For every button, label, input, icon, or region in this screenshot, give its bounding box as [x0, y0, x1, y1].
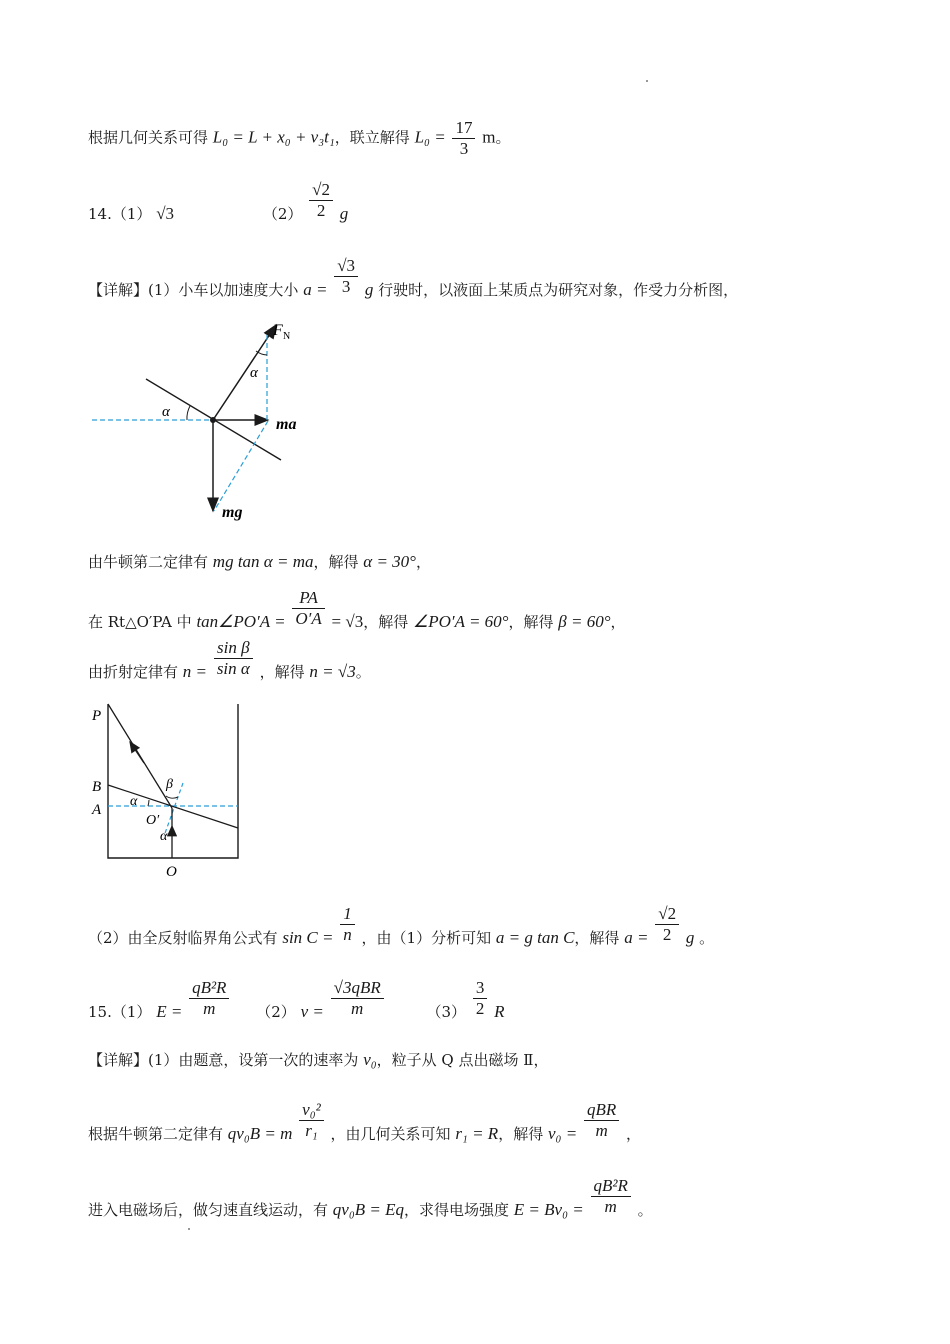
equation: v =: [300, 1001, 324, 1021]
alpha-arc: [148, 800, 149, 806]
numerator: sin β: [214, 638, 253, 659]
result: n = √3: [309, 661, 356, 681]
equation: r₁ = R: [455, 1123, 499, 1143]
newton-line: [88, 552, 431, 572]
scan-dot: [646, 80, 648, 82]
force-diagram: [80, 315, 320, 530]
text: 【详解】(1）小车以加速度大小: [88, 280, 299, 299]
text: ，解得: [363, 612, 409, 631]
equation: E = Bv₀ =: [513, 1199, 584, 1219]
label-a: A: [92, 802, 102, 818]
equation: mg tan α = ma: [212, 552, 314, 571]
denominator: 2: [316, 201, 326, 220]
part-label: （3）: [426, 1002, 467, 1021]
result: β = 60°: [558, 611, 611, 631]
text: ，: [415, 553, 431, 571]
fraction: [331, 978, 384, 1019]
snell-line: [88, 638, 371, 679]
scan-dot: [188, 1228, 190, 1230]
label-p: P: [92, 708, 102, 724]
text: ，由几何关系可知: [330, 1124, 451, 1143]
text: ，解得: [508, 612, 554, 631]
fraction: [340, 904, 355, 945]
denominator: m: [595, 1121, 608, 1140]
label-b: B: [92, 779, 102, 795]
question-number: 15.（1）: [88, 1002, 152, 1021]
numerator: qBR: [584, 1100, 619, 1121]
part-label: （2）: [262, 204, 303, 223]
numerator: 1: [340, 904, 355, 925]
text: 。: [495, 128, 511, 147]
equation: tan∠PO′A =: [196, 611, 286, 631]
numerator: PA: [292, 588, 324, 609]
numerator: 17: [452, 118, 475, 139]
label-alpha-lower: α: [160, 829, 168, 844]
text: ，解得: [498, 1124, 544, 1143]
denominator: 2: [662, 925, 672, 944]
text: 进入电磁场后，做匀速直线运动，有: [88, 1200, 329, 1219]
numerator: qB²R: [591, 1176, 631, 1197]
equation: a =: [303, 279, 328, 299]
label-ma: ma: [276, 416, 297, 433]
q15-answers: [88, 978, 505, 1019]
variable: g: [339, 203, 349, 223]
numerator: √3qBR: [331, 978, 384, 999]
text: 。: [699, 928, 715, 947]
rt-triangle-line: [88, 588, 626, 629]
beta-arc: [166, 796, 178, 798]
text: ，由（1）分析可知: [361, 928, 492, 947]
numerator: v₀²: [299, 1100, 324, 1121]
text: ，: [610, 612, 626, 631]
top-line: [88, 118, 510, 159]
result: ∠PO′A = 60°: [413, 611, 509, 631]
label-alpha-left: α: [162, 404, 170, 420]
equation: qv₀B = m: [227, 1123, 293, 1143]
mass-point: [210, 417, 216, 423]
equation: qv₀B = Eq: [332, 1199, 404, 1219]
label-fn-sub: N: [283, 331, 291, 342]
label-alpha: α: [130, 794, 138, 809]
text: ，解得: [259, 662, 305, 681]
question-number: 14.（1）: [88, 204, 152, 223]
variable: g: [685, 927, 695, 947]
denominator: n: [343, 925, 352, 944]
q15-newton-line: [88, 1100, 641, 1141]
text: ，粒子从 Q 点出磁场 Ⅱ，: [376, 1051, 549, 1069]
text: ，: [626, 1124, 642, 1143]
numerator: √2: [655, 904, 679, 925]
answer-1: √3: [156, 203, 175, 223]
denominator: m: [203, 999, 216, 1018]
variable: g: [364, 279, 374, 299]
denominator: sin α: [216, 659, 250, 678]
result: α = 30°: [363, 552, 416, 571]
text: 。: [637, 1200, 653, 1219]
denominator: 3: [341, 277, 351, 296]
denominator: 3: [459, 139, 469, 158]
denominator: O′A: [295, 609, 322, 628]
text: ，解得: [574, 928, 620, 947]
text: 由牛顿第二定律有: [88, 553, 209, 571]
text: 行驶时，以液面上某质点为研究对象，作受力分析图，: [378, 280, 739, 299]
variable: v₀: [363, 1050, 377, 1069]
q14-detail: [88, 256, 738, 297]
fraction: [214, 638, 253, 679]
denominator: 2: [475, 999, 485, 1018]
denominator: r₁: [305, 1121, 318, 1140]
numerator: 3: [473, 978, 488, 999]
equation: L₀ = L + x₀ + v₃t₁: [212, 127, 335, 147]
q14-answers: [88, 180, 348, 221]
text: ，联立解得: [334, 128, 410, 147]
label-alpha-top: α: [250, 365, 258, 381]
fraction: [655, 904, 679, 945]
equation: E =: [156, 1001, 183, 1021]
container-outline: [108, 704, 238, 858]
equation: = √3: [331, 611, 364, 631]
fraction: [591, 1176, 631, 1217]
label-fn: F: [273, 322, 283, 339]
text: 在 Rt△O′PA 中: [88, 612, 192, 631]
alpha-arc-left: [187, 406, 190, 420]
text: 【详解】(1）由题意，设第一次的速率为: [88, 1051, 359, 1069]
equation: sin C =: [282, 927, 334, 947]
refraction-diagram: [86, 696, 256, 882]
denominator: m: [351, 999, 364, 1018]
equation: n =: [182, 661, 208, 681]
refracted-ray-arrow: [130, 742, 144, 763]
label-o: O: [166, 864, 177, 880]
q15-field-line: [88, 1176, 653, 1217]
numerator: √3: [334, 256, 358, 277]
fraction: [299, 1100, 324, 1141]
fraction: [292, 588, 324, 629]
text: ，求得电场强度: [404, 1200, 510, 1219]
text: （2）由全反射临界角公式有: [88, 928, 278, 947]
equation: L₀ =: [414, 127, 446, 147]
fraction: [189, 978, 229, 1019]
q14-part2-line: [88, 904, 714, 945]
equation: v₀ =: [548, 1123, 578, 1143]
numerator: √2: [309, 180, 333, 201]
label-beta: β: [166, 777, 173, 792]
text: ，解得: [313, 553, 359, 571]
text: 由折射定律有: [88, 662, 179, 681]
equation: a = g tan C: [495, 927, 575, 947]
fraction: [584, 1100, 619, 1141]
label-o-prime: O′: [146, 813, 160, 828]
equation: a =: [624, 927, 649, 947]
variable: R: [494, 1001, 505, 1021]
diagonal-dashed-line: [214, 421, 268, 511]
fraction: [452, 118, 475, 159]
fraction: [473, 978, 488, 1019]
text: 根据牛顿第二定律有: [88, 1124, 224, 1143]
text: 。: [355, 662, 371, 681]
fraction: [309, 180, 333, 221]
label-mg: mg: [222, 504, 243, 521]
fraction: [334, 256, 358, 297]
numerator: qB²R: [189, 978, 229, 999]
q15-detail: [88, 1050, 548, 1070]
text: 根据几何关系可得: [88, 128, 209, 147]
unit: m: [482, 127, 496, 147]
denominator: m: [604, 1197, 617, 1216]
part-label: （2）: [256, 1002, 296, 1021]
